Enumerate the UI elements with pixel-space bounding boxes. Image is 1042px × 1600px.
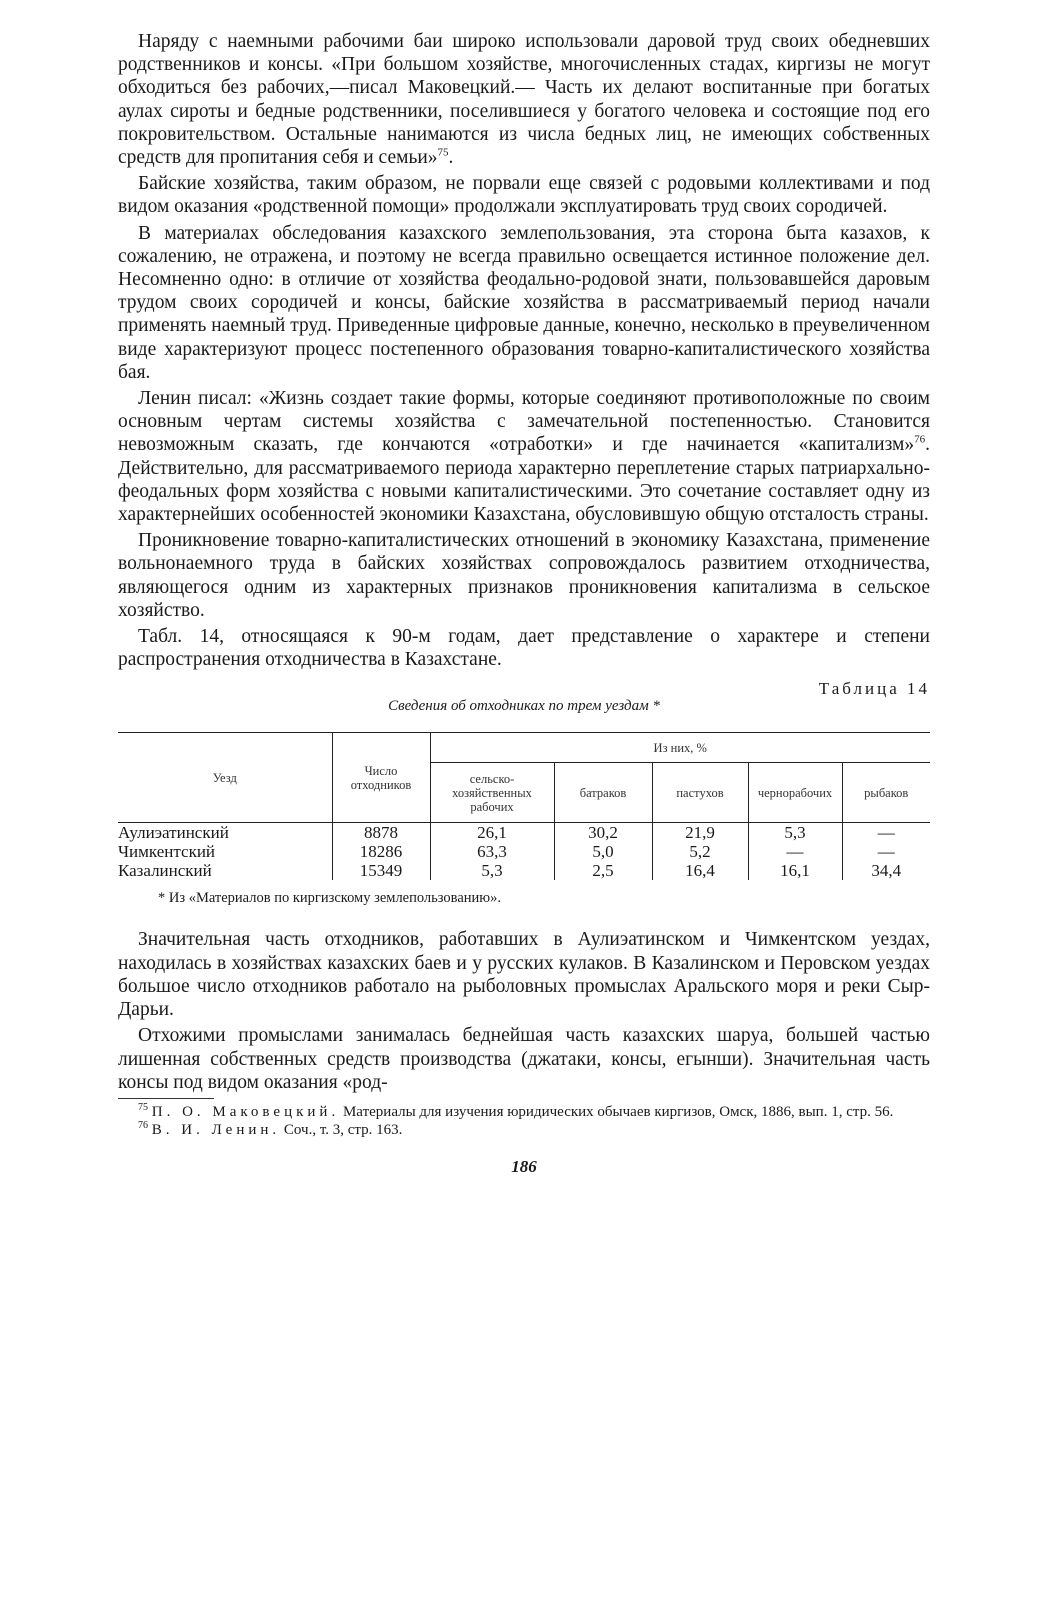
document-page [118, 30, 930, 1177]
paragraph-5: Проникновение товарно-капиталистических отношений в экономику Казахстана, применение вольнонаемного труда в байских хозяйствах сопровождалось развитием отходничества, являющегося одним из характерных признаков проникновения капитализма в сельское хозяйство. [118, 530, 930, 621]
table-footnote: * Из «Материалов по киргизскому землепользованию». [158, 890, 501, 907]
paragraph-2: Байские хозяйства, таким образом, не порвали еще связей с родовыми коллективами и под видом оказания «родственной помощи» продолжали эксплуатировать труд своих сородичей. [118, 173, 930, 218]
footnote-text: Материалы для изучения юридических обычаев киргизов, Омск, 1886, вып. 1, стр. 56. [339, 1103, 894, 1120]
otkhodniki-table [118, 732, 930, 880]
value-cell: 34,4 [842, 861, 930, 880]
value-cell: 5,2 [652, 842, 748, 861]
value-cell: 30,2 [554, 823, 652, 843]
footnote-number: 75 [138, 1101, 148, 1113]
footnote-text: Соч., т. 3, стр. 163. [280, 1121, 403, 1138]
value-cell: 21,9 [652, 823, 748, 843]
value-cell: 16,4 [652, 861, 748, 880]
footnote-ref-75[interactable]: 75 [437, 146, 449, 159]
paragraph-3: В материалах обследования казахского землепользования, эта сторона быта казахов, к сожалению, не отражена, и поэтому не всегда правильно освещается истинное положение дел. Несомненно одно: в отличие от хозяйства феодально-родовой знати, пользовавшейся даровым трудом своих сородичей и консы, байские хозяйства в рассматриваемый период начали применять наемный труд. Приведенные цифровые данные, конечно, несколько в преувеличенном виде характеризуют процесс постепенного образования товарно-капиталистического хозяйства бая. [118, 222, 931, 383]
value-cell: 5,3 [430, 861, 554, 880]
value-cell: 16,1 [748, 861, 842, 880]
paragraph-7: Значительная часть отходников, работавших в Аулиэатинском и Чимкентском уездах, находилась в хозяйствах казахских баев и у русских кулаков. В Казалинском и Перовском уездах большое число отходников работало на рыболовных промыслах Аральского моря и реки Сыр-Дарьи. [118, 929, 930, 1021]
district-name: Чимкентский [118, 842, 216, 862]
value-cell: — [842, 842, 930, 861]
footnote-number: 76 [138, 1119, 148, 1131]
count-cell: 8878 [332, 823, 430, 843]
header-laborers: чернорабочих [748, 763, 842, 823]
footnote-divider [118, 1098, 214, 1099]
footnote-76 [118, 1121, 930, 1139]
district-name: Казалинский [118, 861, 212, 881]
header-count: Число отходников [332, 733, 430, 823]
table-number: Таблица 14 [818, 679, 930, 699]
footnote-author: П. О. Маковецкий. [151, 1103, 340, 1120]
table-row [118, 861, 930, 880]
district-name: Аулиэатинский [118, 823, 229, 843]
table-row [118, 823, 930, 843]
table-title: Сведения об отходниках по трем уездам * [388, 698, 660, 715]
header-batraki: батраков [554, 763, 652, 823]
paragraph-1: Наряду с наемными рабочими баи широко использовали даровой труд своих обедневших родственников и консы. «При большом хозяйстве, многочисленных стадах, киргизы не могут обходиться без рабочих,—писал Маковецкий.— Часть их делают воспитанные при богатых аулах сироты и бедные родственники, поселившиеся у богатого человека и состоящие под его покровительством. Остальные нанимаются из числа бедных лиц, не имеющих собственных средств для пропитания себя и семьи»$^{75}$. [118, 31, 930, 169]
header-district: Уезд [118, 733, 332, 823]
count-cell: 15349 [332, 861, 430, 880]
footnote-author: В. И. Ленин. [151, 1121, 281, 1138]
value-cell: — [748, 842, 842, 861]
value-cell: 26,1 [430, 823, 554, 843]
header-group: Из них, % [430, 733, 930, 763]
header-shepherds: пастухов [652, 763, 748, 823]
page-number: 186 [511, 1156, 537, 1176]
value-cell: 5,0 [554, 842, 652, 861]
footnote-75 [118, 1103, 930, 1121]
paragraph-4: Ленин писал: «Жизнь создает такие формы, которые соединяют противоположные по своим основным чертам системы хозяйства с замечательной постепенностью. Становится невозможным сказать, где кончаются «отработки» и где начинается «капитализм»$^{76}$. Действительно, для рассматриваемого периода характерно переплетение старых патриархально-феодальных форм хозяйства с новыми капиталистическими. Это сочетание составляет одну из характернейших особенностей экономики Казахстана, обусловившую общую отсталость страны. [118, 388, 930, 526]
header-agri-workers: сельско-хозяйственных рабочих [430, 763, 554, 823]
paragraph-6: Табл. 14, относящаяся к 90-м годам, дает представление о характере и степени распространения отходничества в Казахстане. [118, 626, 930, 671]
header-fishermen: рыбаков [842, 763, 930, 823]
table-row [118, 842, 930, 861]
value-cell: — [842, 823, 930, 843]
footnote-ref-76[interactable]: 76 [914, 433, 926, 446]
count-cell: 18286 [332, 842, 430, 861]
value-cell: 2,5 [554, 861, 652, 880]
paragraph-8: Отхожими промыслами занималась беднейшая часть казахских шаруа, большей частью лишенная собственных средств производства (джатаки, консы, егынши). Значительная часть консы под видом оказания «род- [118, 1025, 930, 1093]
value-cell: 5,3 [748, 823, 842, 843]
value-cell: 63,3 [430, 842, 554, 861]
